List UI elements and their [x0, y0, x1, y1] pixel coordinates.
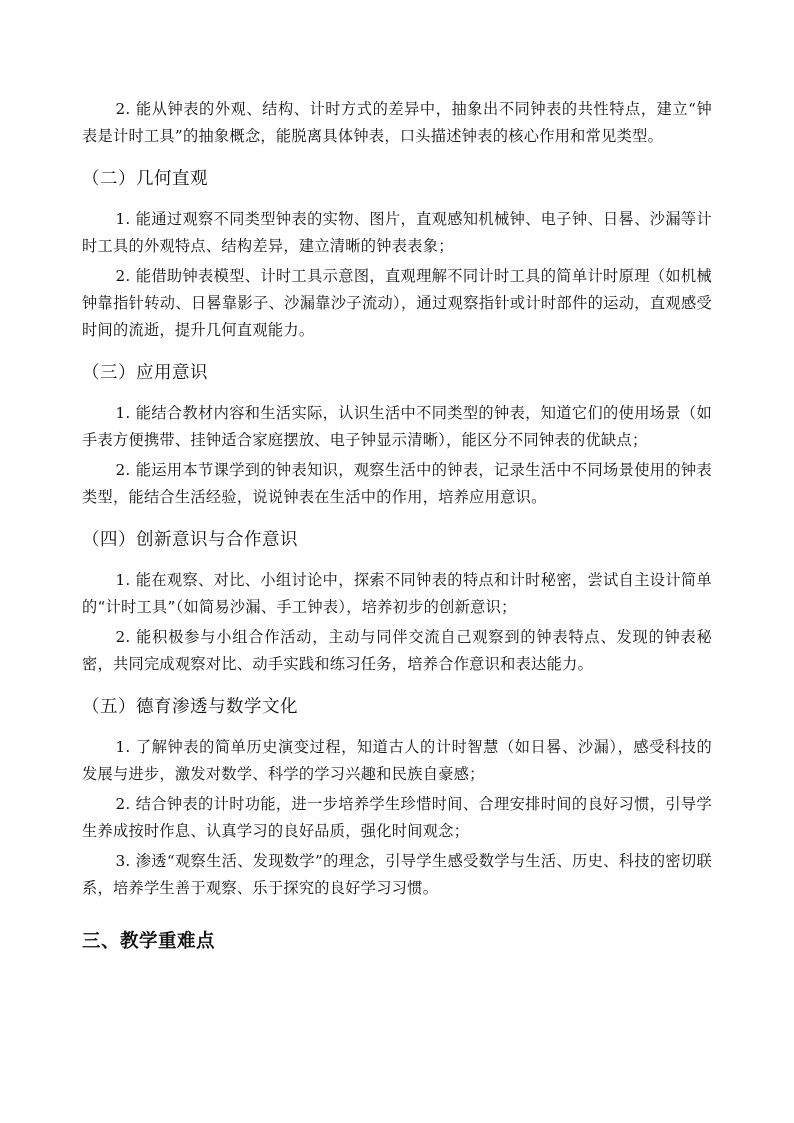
paragraph: 1. 了解钟表的简单历史演变过程，知道古人的计时智慧（如日晷、沙漏），感受科技的发展与进步，激发对数学、科学的学习兴趣和民族自豪感；: [82, 738, 712, 783]
section-heading-culture: （五）德育渗透与数学文化: [82, 697, 298, 717]
chapter-heading-key-points: 三、教学重难点: [82, 931, 216, 952]
paragraph: 2. 能借助钟表模型、计时工具示意图，直观理解不同计时工具的简单计时原理（如机械钟靠指针转动、日晷靠影子、沙漏靠沙子流动），通过观察指针或计时部件的运动，直观感受时间的流逝，提升几何直观能力。: [82, 267, 712, 339]
document-body: [82, 96, 712, 954]
section-heading-innovation: （四）创新意识与合作意识: [82, 530, 298, 550]
paragraph: 1. 能通过观察不同类型钟表的实物、图片，直观感知机械钟、电子钟、日晷、沙漏等计时工具的外观特点、结构差异，建立清晰的钟表表象；: [82, 210, 712, 255]
intro-paragraph: 2. 能从钟表的外观、结构、计时方式的差异中，抽象出不同钟表的共性特点，建立“钟表是计时工具”的抽象概念，能脱离具体钟表，口头描述钟表的核心作用和常见类型。: [82, 100, 712, 145]
paragraph: 1. 能结合教材内容和生活实际，认识生活中不同类型的钟表，知道它们的使用场景（如手表方便携带、挂钟适合家庭摆放、电子钟显示清晰），能区分不同钟表的优缺点；: [82, 404, 712, 449]
paragraph: 1. 能在观察、对比、小组讨论中，探索不同钟表的特点和计时秘密，尝试自主设计简单的“计时工具”（如简易沙漏、手工钟表），培养初步的创新意识；: [82, 571, 712, 616]
paragraph: 2. 结合钟表的计时功能，进一步培养学生珍惜时间、合理安排时间的良好习惯，引导学生养成按时作息、认真学习的良好品质，强化时间观念；: [82, 795, 712, 840]
paragraph: 2. 能运用本节课学到的钟表知识，观察生活中的钟表，记录生活中不同场景使用的钟表类型，能结合生活经验，说说钟表在生活中的作用，培养应用意识。: [82, 461, 712, 506]
paragraph: 3. 渗透“观察生活、发现数学”的理念，引导学生感受数学与生活、历史、科技的密切联系，培养学生善于观察、乐于探究的良好学习习惯。: [82, 852, 712, 897]
section-heading-application: （三）应用意识: [82, 363, 208, 383]
paragraph: 2. 能积极参与小组合作活动，主动与同伴交流自己观察到的钟表特点、发现的钟表秘密，共同完成观察对比、动手实践和练习任务，培养合作意识和表达能力。: [82, 628, 712, 673]
section-heading-geometry: （二）几何直观: [82, 169, 208, 189]
